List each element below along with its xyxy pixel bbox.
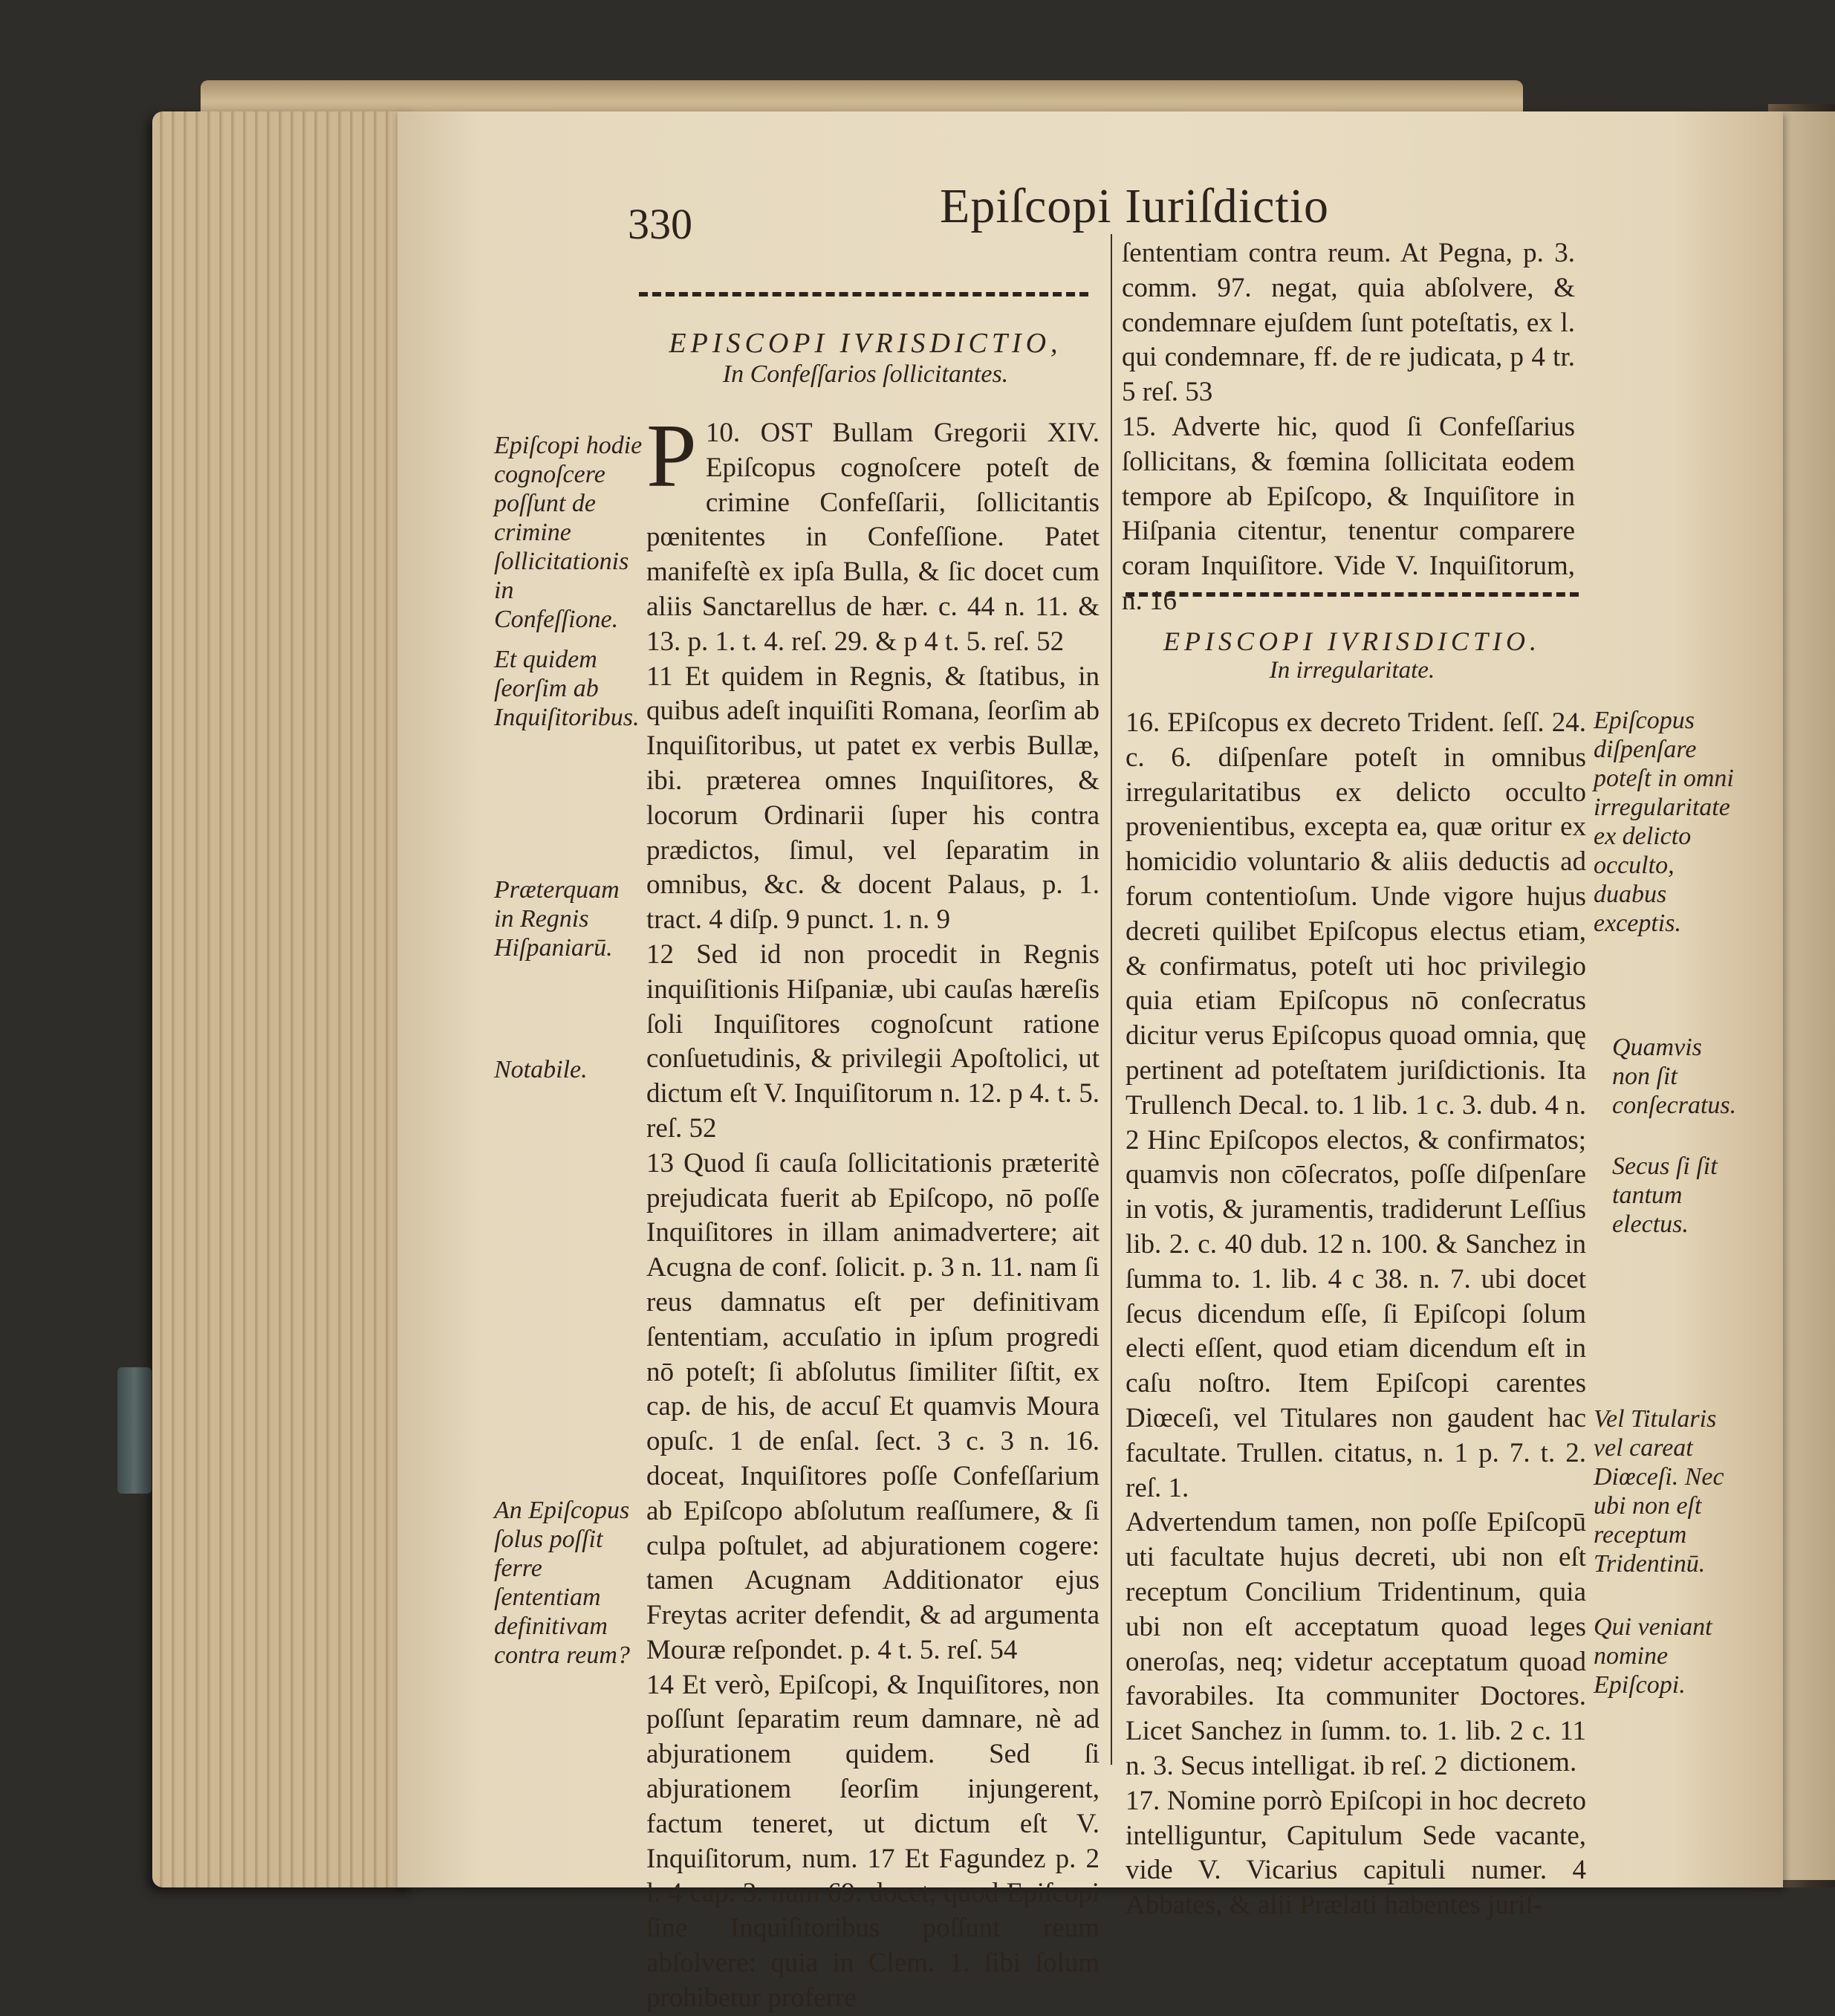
left-column-body (646, 406, 1100, 2016)
page-edges-stack (152, 111, 412, 1887)
paragraph-11: 11 Et quidem in Regnis, & ſtatibus, in quibus adeſt inquiſiti Romana, ſeorſim ab Inquiſitoribus, ut patet ex verbis Bullæ, ibi. præterea omnes Inquiſitores, & locorum Ordinarii ſuper his contra prædictos, ſimul, vel ſeparatim in omnibus, &c. & docent Palaus, p. 1. tract. 4 diſp. 9 punct. 1. n. 9 (646, 661, 1100, 936)
paragraph-17: 17. Nomine porrò Epiſcopi in hoc decreto intelliguntur, Capitulum Sede vacante, vide V. Vicarius capituli numer. 4 Abbates, & alii Prælati habentes juriſ- (1126, 1785, 1586, 1921)
right-section-subtitle: In irregularitate. (1269, 657, 1435, 684)
facing-page-edge (1779, 111, 1835, 1880)
paragraph-15: 15. Adverte hic, quod ſi Confeſſarius ſollicitans, & fœmina ſollicitata eodem tempore ab Epiſcopo, & Inquiſitore in Hiſpania citentur, tenentur comparere coram Inquiſitore. Vide V. Inquiſitorum, n. 16 (1122, 411, 1575, 616)
dropcap: P (646, 406, 697, 506)
column-divider (1111, 234, 1112, 1765)
paragraph-10-text: OST Bullam Gregorii XIV. Epiſcopus cognoſcere poteſt de crimine Confeſſarii, ſollicitantis pœnitentes in Confeſſione. Patet manifeſtè ex ipſa Bulla, & ſic docet cum aliis Sanctarellus de hær. c. 44 n. 11. & 13. p. 1. t. 4. reſ. 29. & p 4 t. 5. reſ. 52 (646, 418, 1100, 657)
margin-note-left-3: Præterquam in Regnis Hiſpaniarū. (494, 876, 620, 962)
book-clasp (117, 1367, 152, 1494)
header-rule-left (639, 292, 1088, 296)
paragraph-16: 16. EPiſcopus ex decreto Trident. ſeſſ. 24. c. 6. diſpenſare poteſt in omnibus irregularitatibus ex delicto occulto provenientibus, excepta ea, quæ oritur ex homicidio voluntario & aliis deductis ad forum contentioſum. Unde vigore hujus decreti quilibet Epiſcopus electus etiam, & confirmatus, poteſt uti hoc privilegio quia etiam Epiſcopus nō conſecratus dicitur verus Epiſcopus quoad omnia, quę pertinent ad poteſtatem juriſdictionis. Ita Trullench Decal. to. 1 lib. 1 c. 3. dub. 4 n. 2 Hinc Epiſcopos electos, & confirmatos; quamvis non cōſecratos, poſſe diſpenſare in votis, & juramentis, tradiderunt Leſſius lib. 2. c. 40 dub. 12 n. 100. & Sanchez in ſumma to. 1. lib. 4 c 38. n. 7. ubi docet ſecus dicendum eſſe, ſi Epiſcopi ſolum electi eſſent, quod etiam dicendum eſt in caſu noſtro. Item Epiſcopi carentes Diœceſi, vel Titulares non gaudent hac facultate. Trullen. citatus, n. 1 p. 7. t. 2. reſ. 1. (1126, 707, 1586, 1503)
paragraph-13: 13 Quod ſi cauſa ſollicitationis præteritè prejudicata fuerit ab Epiſcopo, nō poſſe Inquiſitores in illam animadvertere; ait Acugna de conf. ſolicit. p. 3 n. 11. nam ſi reus damnatus eſt per definitivam ſententiam, accuſatio in ipſum progredi nō poteſt; ſi abſolutus ſimiliter ſiſtit, ex cap. de his, de accuſ Et quamvis Moura opuſc. 1 de enſal. ſect. 3 c. 3 n. 16. doceat, Inquiſitores poſſe Confeſſarium ab Epiſcopo abſolutum reaſſumere, & ſi culpa poſtulet, ad abjurationem cogere: tamen Acugnam Additionator ejus Freytas acriter defendit, & ad argumenta Mouræ reſpondet. p. 4 t. 5. reſ. 54 (646, 1147, 1100, 1665)
margin-note-right-5: Qui veniant nomine Epiſcopi. (1594, 1613, 1712, 1699)
margin-note-right-4: Vel Titularis vel careat Diœceſi. Nec ubi non eſt receptum Tridentinū. (1594, 1405, 1724, 1578)
margin-note-right-2: Quamvis non ſit conſecratus. (1612, 1034, 1737, 1119)
paragraph-advertendum: Advertendum tamen, non poſſe Epiſcopū uti facultate hujus decreti, ubi non eſt receptum Concilium Tridentinum, quia ubi non eſt acceptatum quoad leges oneroſas, neq; videtur acceptatum quoad favorabiles. Ita communiter Doctores. Licet Sanchez in ſumm. to. 1. lib. 2 c. 11 n. 3. Secus intelligat. ib reſ. 2 (1126, 1507, 1586, 1781)
paragraph-10: 10. P OST Bullam Gregorii XIV. Epiſcopus cognoſcere poteſt de crimine Confeſſarii, ſollicitantis pœnitentes in Confeſſione. Patet manifeſtè ex ipſa Bulla, & ſic docet cum aliis Sanctarellus de hær. c. 44 n. 11. & 13. p. 1. t. 4. reſ. 29. & p 4 t. 5. reſ. 52 (646, 406, 1100, 657)
right-column-body (1126, 706, 1586, 1923)
left-section-subtitle: In Confeſſarios ſollicitantes. (722, 360, 1009, 388)
page-number: 330 (628, 200, 692, 248)
margin-note-left-1: Epiſcopi hodie cognoſcere poſſunt de crimine ſollicitationis in Confeſſione. (494, 432, 643, 633)
catchword: dictionem. (1460, 1747, 1577, 1777)
left-section-title: EPISCOPI IVRISDICTIO, (669, 328, 1062, 359)
paragraph-14: 14 Et verò, Epiſcopi, & Inquiſitores, non poſſunt ſeparatim reum damnare, nè ad abjurationem quidem. Sed ſi abjurationem ſeorſim injungerent, factum teneret, ut dictum eſt V. Inquiſitorum, num. 17 Et Fagundez p. 2 l. 4 cap. 3. num 69. docet, quod Epiſcopi ſine Inquiſitoribus poſſunt reum abſolvere: quia in Clem. 1. ſibi ſolum prohibetur proferre (646, 1669, 1100, 2013)
margin-note-left-5: An Epiſcopus ſolus poſſit ferre ſententiam definitivam contra reum? (494, 1497, 630, 1669)
margin-note-left-2: Et quidem ſeorſim ab Inquiſitoribus. (494, 646, 640, 731)
right-section-title: EPISCOPI IVRISDICTIO. (1163, 626, 1541, 656)
right-top-body (1122, 236, 1575, 619)
running-head: Epiſcopi Iuriſdictio (940, 179, 1330, 233)
margin-note-left-4: Notabile. (494, 1056, 588, 1083)
margin-note-right-3: Secus ſi ſit tantum electus. (1612, 1153, 1718, 1238)
margin-note-right-1: Epiſcopus diſpenſare poteſt in omni irregularitate ex delicto occulto, duabus exceptis. (1594, 707, 1734, 937)
continued-paragraph: ſententiam contra reum. At Pegna, p. 3. comm. 97. negat, quia abſolvere, & condemnare ejuſdem ſunt poteſtatis, ex l. qui condemnare, ff. de re judicata, p 4 tr. 5 reſ. 53 (1122, 238, 1575, 408)
paragraph-12: 12 Sed id non procedit in Regnis inquiſitionis Hiſpaniæ, ubi cauſas hæreſis ſoli Inquiſitores cognoſcunt ratione conſuetudinis, & privilegii Apoſtolici, ut dictum eſt V. Inquiſitorum n. 12. p 4. t. 5. reſ. 52 (646, 939, 1100, 1144)
